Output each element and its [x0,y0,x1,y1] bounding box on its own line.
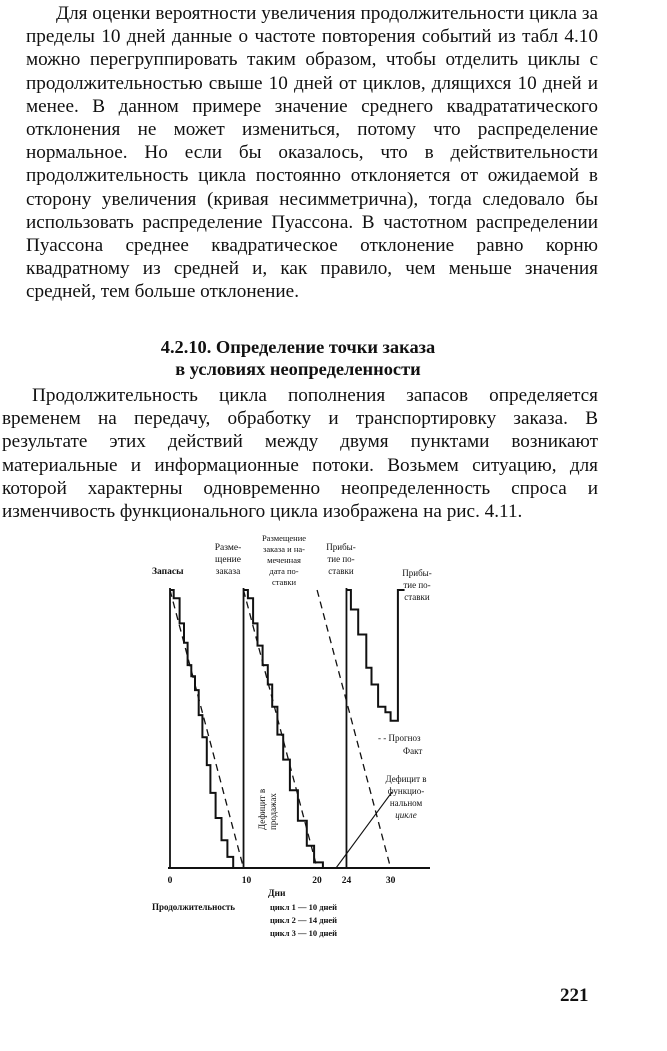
label-cycle-deficit-line: функцио- [387,786,425,796]
label-order-placement-line: Разме- [214,543,242,553]
label-arrival-right [402,568,431,602]
label-arrival-top [326,542,355,576]
section-heading [0,336,596,380]
label-order-placement-line: щение [215,555,241,565]
label-sales-deficit [257,789,278,830]
page-number: 221 [560,985,589,1006]
label-cycle-deficit-line: нальном [389,798,423,808]
label-order-planned-line: ставки [271,577,297,587]
label-order-placement [215,543,242,577]
label-sales-deficit-line: продажах [268,793,278,830]
cycle-duration-item: цикл 3 — 10 дней [270,928,338,938]
paragraph-top: Для оценки вероятности увеличения продолжительности цикла за пределы 10 дней данные о частоте повторения событий из табл 4.10 можно перегруппировать таким образом, чтобы отделить циклы с продолжительностью свыше 10 дней от циклов, длящихся 10 дней и менее. В данном примере значение среднего квадрататического отклонения не может измениться, потому что распределение нормальное. Но если бы оказалось, что в действительности продолжительность цикла постоянно отклоняется от ожидаемой в сторону увеличения (кривая несимметрична), тогда следовало бы использовать распределение Пуассона. В частотном распределении Пуассона среднее квадратическое отклонение равно корню квадратному из средней и, как правило, чем меньше значения средней, тем больше отклонение. [26,3,598,303]
fact-line [347,590,403,721]
label-order-planned-line: дата по- [269,566,299,576]
cycle-duration-item: цикл 2 — 14 дней [270,915,338,925]
label-arrival-right-line: ставки [404,592,430,602]
label-arrival-top-line: ставки [328,566,354,576]
x-tick-label: 20 [312,876,322,886]
label-arrival-right-line: Прибы- [402,568,432,578]
x-tick-label: 30 [385,876,396,886]
label-order-planned [262,533,306,587]
label-arrival-top-line: Прибы- [326,542,356,552]
x-axis-unit: Дни [268,889,286,899]
label-order-planned-line: меченная [267,555,301,565]
x-tick-label: 0 [167,876,173,886]
label-sales-deficit-line: Дефицит в [257,788,267,830]
section-heading-line2: в условиях неопределенности [175,359,421,379]
cycle-duration-item: цикл 1 — 10 дней [270,902,338,912]
section-heading-line1: 4.2.10. Определение точки заказа [160,337,436,357]
legend-fact: Факт [403,746,423,756]
label-arrival-right-line: тие по- [403,580,431,590]
label-cycle-deficit-line: цикле [395,810,417,820]
label-order-placement-line: заказа [215,567,241,577]
figure-4-11 [130,530,490,950]
label-cycle-deficit-line: Дефицит в [385,774,427,784]
label-order-planned-line: заказа и на- [263,544,305,554]
cycle-durations [270,902,337,938]
label-stock: Запасы [152,567,184,577]
legend-forecast: - - Прогноз [378,733,421,743]
duration-label: Продолжительность [152,902,236,912]
deficit-pointer-line [336,792,392,868]
label-arrival-top-line: тие по- [327,554,355,564]
forecast-line [170,590,244,868]
label-cycle-deficit [385,774,426,820]
x-tick-label: 24 [341,876,352,886]
x-tick-label: 10 [241,876,252,886]
label-order-planned-line: Размещение [261,533,307,543]
forecast-line [317,590,391,868]
paragraph-bottom: Продолжительность цикла пополнения запасов определяется временем на передачу, обработку и транспортировку заказа. В результате этих действий между двумя пунктами возникают материальные и информационные потоки. Возьмем ситуацию, для которой характерны одновременно неопределенность спроса и изменчивость функционального цикла изображена на рис. 4.11. [2,385,598,523]
